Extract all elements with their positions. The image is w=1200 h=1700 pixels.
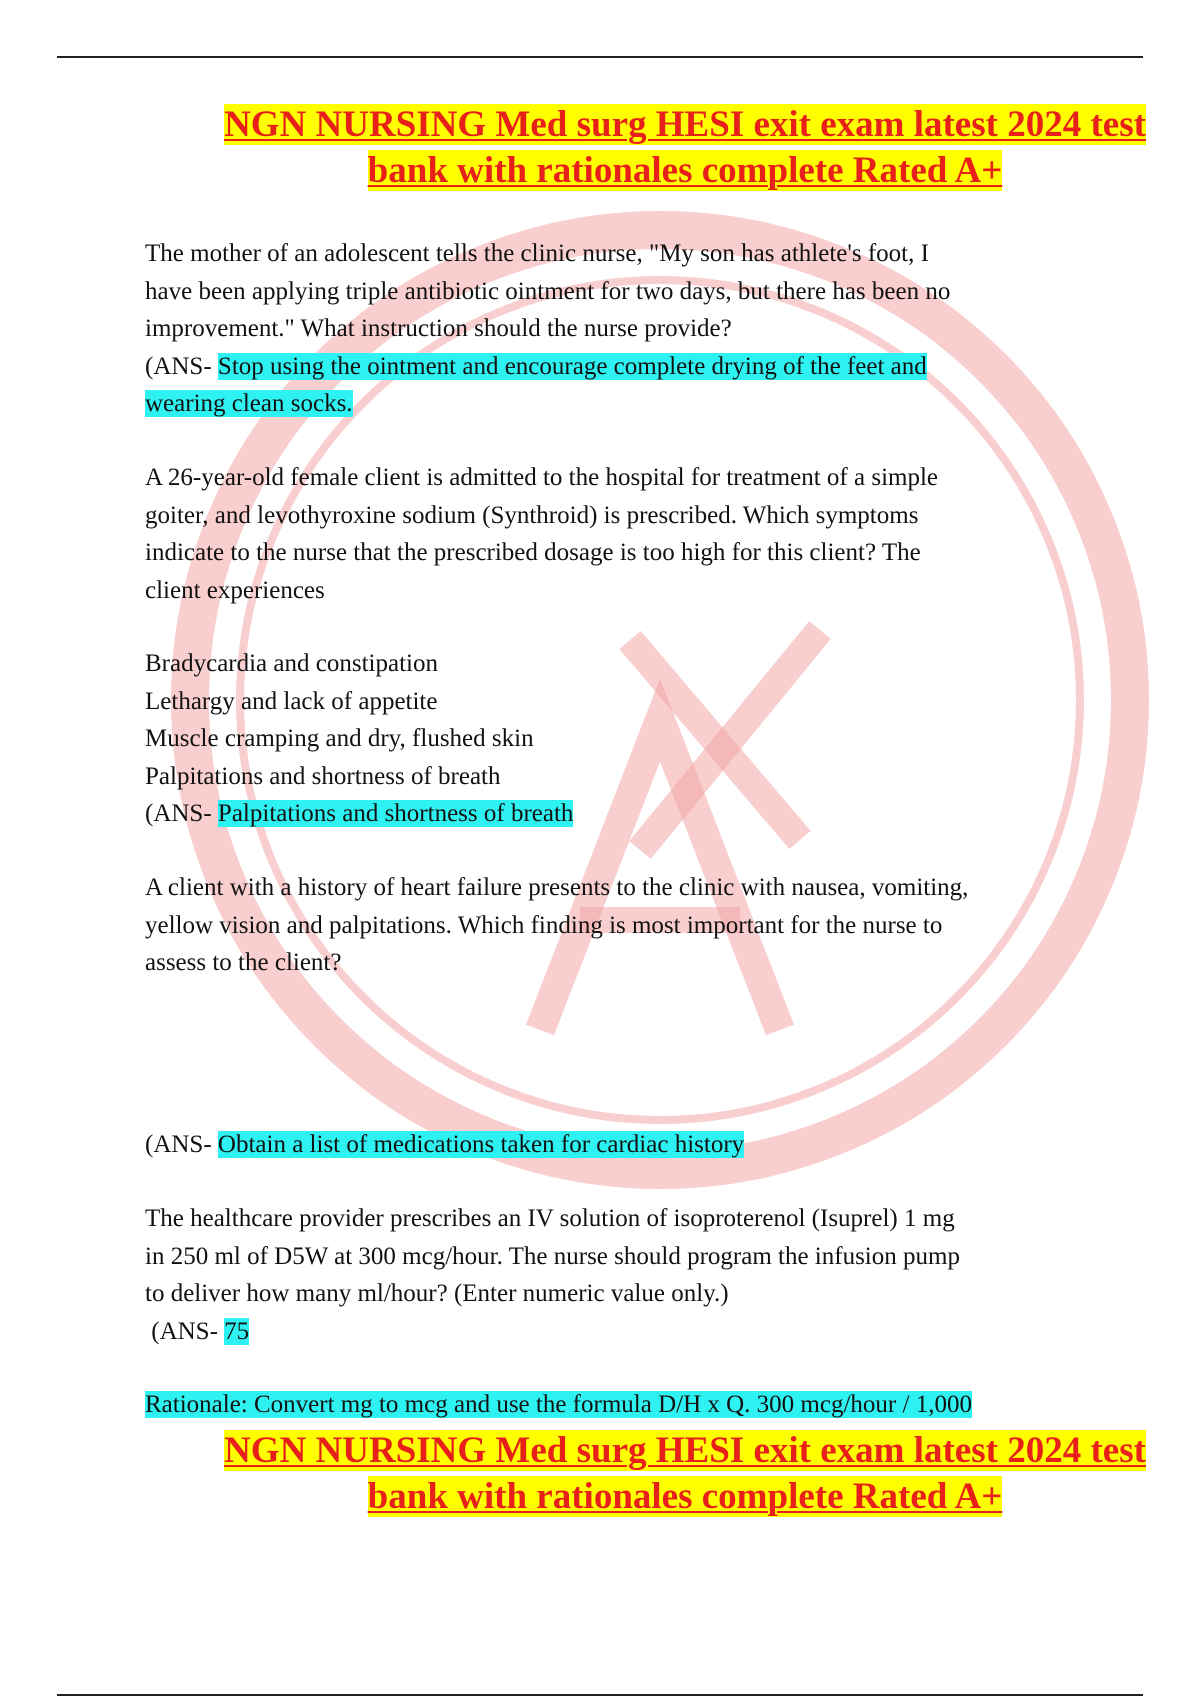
answer-option: Bradycardia and constipation (145, 650, 438, 677)
question-text-line: to deliver how many ml/hour? (Enter numeric value only.) (145, 1280, 729, 1307)
question-1 (145, 235, 1085, 423)
answer-prefix: (ANS- (145, 352, 218, 380)
footer-title (180, 1428, 1190, 1520)
footer-title-line-1: NGN NURSING Med surg HESI exit exam latest 2024 test (224, 1430, 1146, 1471)
answer-line (145, 795, 1085, 833)
question-text-line: goiter, and levothyroxine sodium (Synthroid) is prescribed. Which symptoms (145, 501, 919, 529)
rationale (145, 1386, 1085, 1424)
question-text-line: A 26-year-old female client is admitted to the hospital for treatment of a simple (145, 464, 939, 491)
answer-line (145, 1126, 1085, 1164)
answer-line (145, 348, 1085, 386)
question-text-line: client experiences (145, 576, 325, 604)
answer-prefix: (ANS- (145, 800, 218, 827)
question-text-line: The mother of an adolescent tells the clinic nurse, "My son has athlete's foot, I (145, 240, 929, 267)
footer-title-line-2: bank with rationales complete Rated A+ (367, 1476, 1003, 1517)
question-text-line: assess to the client? (145, 949, 342, 976)
answer-highlight: Palpitations and shortness of breath (217, 800, 574, 827)
answer-option: Muscle cramping and dry, flushed skin (145, 725, 534, 752)
answer-highlight: wearing clean socks. (145, 390, 353, 417)
question-4 (145, 1200, 1085, 1350)
question-2 (145, 459, 1085, 609)
answer-prefix: (ANS- (145, 1131, 218, 1158)
answer-highlight: 75 (224, 1317, 250, 1345)
question-text-line: have been applying triple antibiotic ointment for two days, but there has been no (145, 277, 951, 305)
rationale-highlight: Rationale: Convert mg to mcg and use the formula D/H x Q. 300 mcg/hour / 1,000 (145, 1391, 972, 1418)
answer-prefix: (ANS- (145, 1317, 225, 1345)
question-text-line: yellow vision and palpitations. Which finding is most important for the nurse to (145, 911, 943, 939)
question-text-line: indicate to the nurse that the prescribed dosage is too high for this client? The (145, 539, 921, 566)
question-text-line: The healthcare provider prescribes an IV solution of isoproterenol (Isuprel) 1 mg (145, 1205, 955, 1232)
question-text-line: A client with a history of heart failure presents to the clinic with nausea, vomiting, (145, 874, 969, 901)
title-line-2: bank with rationales complete Rated A+ (367, 150, 1003, 191)
question-3-answer (145, 1126, 1085, 1164)
answer-highlight: Obtain a list of medications taken for cardiac history (217, 1131, 745, 1158)
question-2-options (145, 645, 1085, 833)
question-text-line: in 250 ml of D5W at 300 mcg/hour. The nurse should program the infusion pump (145, 1242, 960, 1270)
top-rule (57, 56, 1143, 58)
question-text-line: improvement." What instruction should the nurse provide? (145, 315, 732, 342)
answer-option: Lethargy and lack of appetite (145, 687, 438, 715)
document-title (180, 102, 1190, 194)
question-3 (145, 869, 1085, 982)
answer-line (145, 1313, 1085, 1351)
bottom-rule (57, 1694, 1143, 1696)
answer-option: Palpitations and shortness of breath (145, 762, 501, 790)
answer-highlight: Stop using the ointment and encourage complete drying of the feet and (217, 352, 927, 380)
title-line-1: NGN NURSING Med surg HESI exit exam latest 2024 test (224, 104, 1146, 145)
